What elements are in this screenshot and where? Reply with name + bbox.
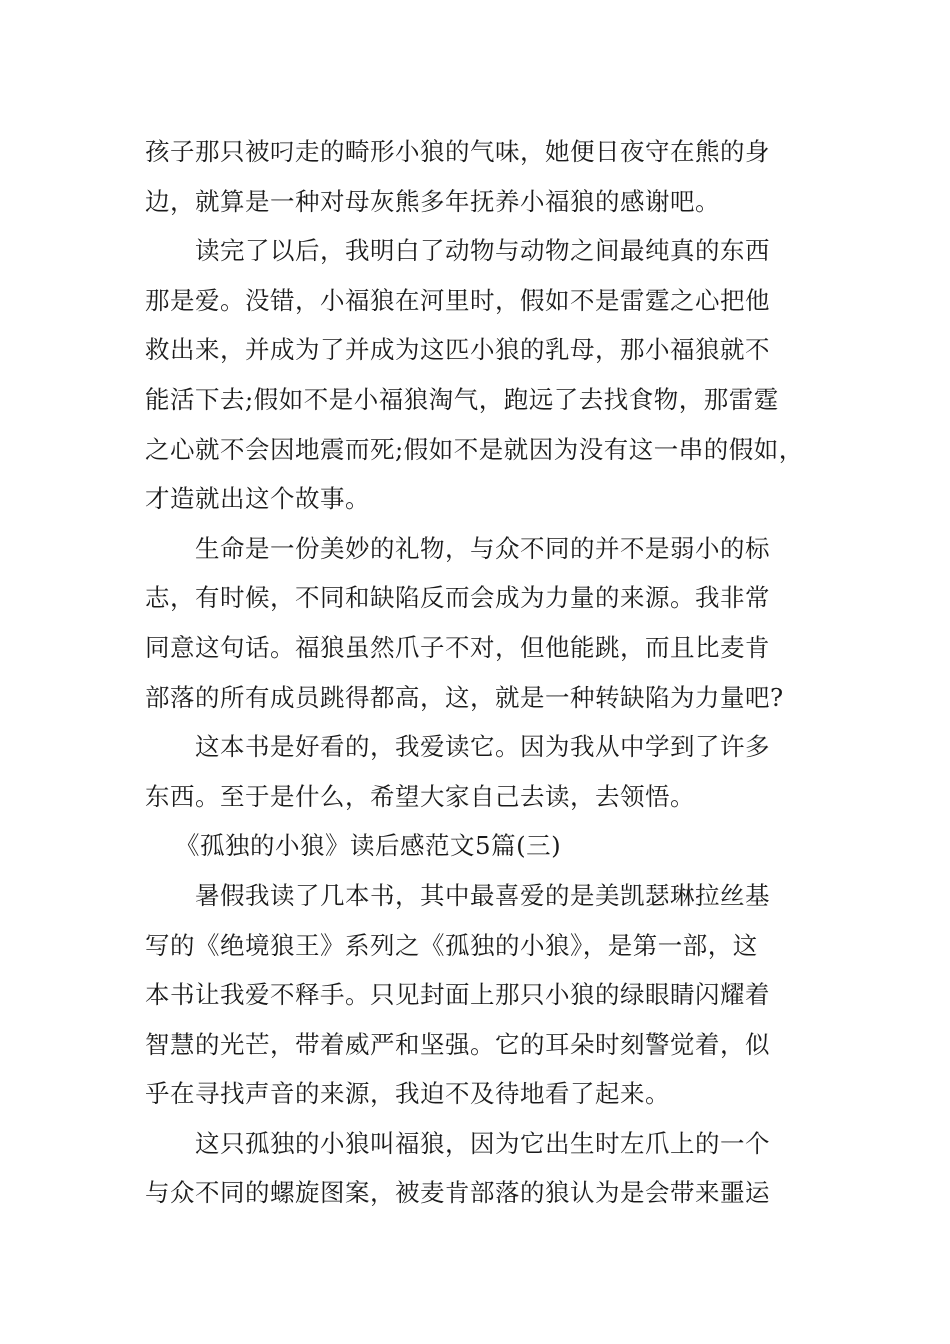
paragraph-start-line: 生命是一份美妙的礼物，与众不同的并不是弱小的标 xyxy=(195,533,770,563)
text-line: 能活下去;假如不是小福狼淘气，跑远了去找食物，那雷霆 xyxy=(145,384,779,414)
paragraph-start-line: 这只孤独的小狼叫福狼，因为它出生时左爪上的一个 xyxy=(195,1128,770,1158)
text-line: 志，有时候，不同和缺陷反而会成为力量的来源。我非常 xyxy=(145,583,770,613)
text-line: 部落的所有成员跳得都高，这，就是一种转缺陷为力量吧? xyxy=(145,682,784,712)
text-line: 本书让我爱不释手。只见封面上那只小狼的绿眼睛闪耀着 xyxy=(145,980,770,1010)
text-line: 那是爱。没错，小福狼在河里时，假如不是雷霆之心把他 xyxy=(145,285,770,315)
text-line: 之心就不会因地震而死;假如不是就因为没有这一串的假如， xyxy=(145,434,804,464)
text-line: 智慧的光芒，带着威严和坚强。它的耳朵时刻警觉着，似 xyxy=(145,1029,770,1059)
text-line: 同意这句话。福狼虽然爪子不对，但他能跳，而且比麦肯 xyxy=(145,632,770,662)
paragraph-start-line: 这本书是好看的，我爱读它。因为我从中学到了许多 xyxy=(195,732,770,762)
text-line: 边，就算是一种对母灰熊多年抚养小福狼的感谢吧。 xyxy=(145,186,720,216)
paragraph-start-line: 读完了以后，我明白了动物与动物之间最纯真的东西 xyxy=(195,236,770,266)
section-heading: 《孤独的小狼》读后感范文5篇(三) xyxy=(175,831,562,861)
text-line: 与众不同的螺旋图案，被麦肯部落的狼认为是会带来噩运 xyxy=(145,1178,770,1208)
text-line: 孩子那只被叼走的畸形小狼的气味，她便日夜守在熊的身 xyxy=(145,137,770,166)
text-line: 东西。至于是什么，希望大家自己去读，去领悟。 xyxy=(145,781,695,811)
text-line: 乎在寻找声音的来源，我迫不及待地看了起来。 xyxy=(145,1079,670,1109)
text-line: 才造就出这个故事。 xyxy=(145,484,370,514)
text-line: 写的《绝境狼王》系列之《孤独的小狼》，是第一部，这 xyxy=(145,930,758,960)
text-line: 救出来，并成为了并成为这匹小狼的乳母，那小福狼就不 xyxy=(145,335,770,365)
body-text xyxy=(145,127,825,1218)
paragraph-start-line: 暑假我读了几本书，其中最喜爱的是美凯瑟琳拉丝基 xyxy=(195,880,770,910)
